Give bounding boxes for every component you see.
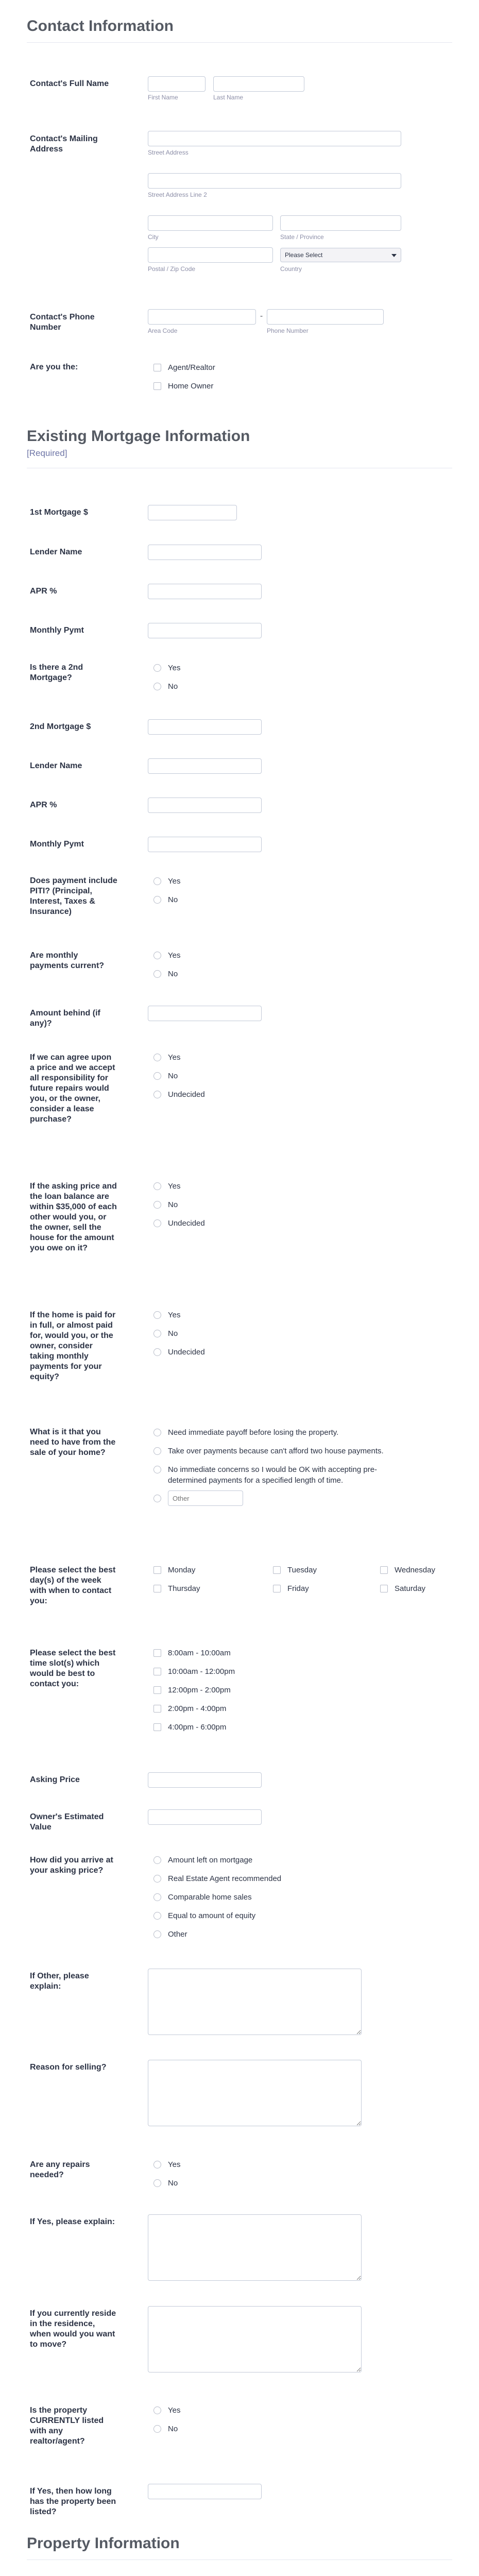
asking-price-label: Asking Price <box>30 1775 80 1784</box>
radio[interactable] <box>153 683 161 690</box>
area-code-input[interactable] <box>148 309 256 325</box>
radio[interactable] <box>153 1930 161 1938</box>
mailing-street1-input[interactable] <box>148 131 401 146</box>
mailing-city-input[interactable] <box>148 215 273 231</box>
best-times-label: Please select the best time slot(s) which would be best to contact you: <box>30 1649 116 1688</box>
repairs-needed-label: Are any repairs needed? <box>30 2160 90 2179</box>
owner-value-input[interactable] <box>148 1809 262 1825</box>
radio[interactable] <box>153 1429 161 1436</box>
section-title: Property Information <box>27 2535 180 2552</box>
move-when-label: If you currently reside in the residence, when would you want to move? <box>30 2309 116 2349</box>
first-name-input[interactable] <box>148 76 206 92</box>
first-name-sublabel: First Name <box>148 94 178 101</box>
city-sublabel: City <box>148 233 159 241</box>
mailing-street2-input[interactable] <box>148 173 401 189</box>
radio[interactable] <box>153 1495 161 1502</box>
chevron-down-icon <box>391 254 397 257</box>
piti-label: Does payment include PITI? (Principal, Interest, Taxes & Insurance) <box>30 876 117 916</box>
lender-name-2-label: Lender Name <box>30 761 82 770</box>
zip-sublabel: Postal / Zip Code <box>148 265 196 273</box>
amount-behind-label: Amount behind (if any)? <box>30 1009 100 1028</box>
checkbox[interactable] <box>153 1566 161 1574</box>
section-title: Contact Information <box>27 18 174 35</box>
radio[interactable] <box>153 1330 161 1337</box>
monthly-pymt-1-input[interactable] <box>148 623 262 638</box>
currently-listed-label: Is the property CURRENTLY listed with any realtor/agent? <box>30 2406 104 2446</box>
listed-how-long-input[interactable] <box>148 2484 262 2499</box>
checkbox[interactable] <box>273 1566 281 1574</box>
repairs-explain-textarea[interactable] <box>148 2214 362 2281</box>
checkbox[interactable] <box>153 1686 161 1694</box>
other-explain-textarea[interactable] <box>148 1969 362 2035</box>
checkbox[interactable] <box>153 1668 161 1675</box>
repairs-explain-label: If Yes, please explain: <box>30 2217 115 2226</box>
area-code-sublabel: Area Code <box>148 327 178 334</box>
radio[interactable] <box>153 1311 161 1319</box>
radio[interactable] <box>153 2425 161 2433</box>
monthly-pymt-1-label: Monthly Pymt <box>30 626 84 635</box>
state-sublabel: State / Province <box>280 233 324 241</box>
lender-name-1-input[interactable] <box>148 545 262 560</box>
radio[interactable] <box>153 1466 161 1473</box>
checkbox[interactable] <box>273 1585 281 1592</box>
amount-behind-input[interactable] <box>148 1006 262 1021</box>
last-name-input[interactable] <box>213 76 304 92</box>
arrive-price-label: How did you arrive at your asking price? <box>30 1856 113 1875</box>
are-you-label: Are you the: <box>30 363 78 371</box>
street1-sublabel: Street Address <box>148 149 189 156</box>
lender-name-2-input[interactable] <box>148 758 262 774</box>
mortgage-section-header <box>27 428 452 469</box>
mailing-country-select[interactable] <box>280 248 401 262</box>
monthly-pymt-2-label: Monthly Pymt <box>30 840 84 849</box>
radio[interactable] <box>153 2179 161 2187</box>
phone-number-sublabel: Phone Number <box>267 327 309 334</box>
checkbox[interactable] <box>153 1705 161 1713</box>
radio[interactable] <box>153 2406 161 2414</box>
radio[interactable] <box>153 1072 161 1080</box>
mailing-address-label: Contact's Mailing Address <box>30 134 98 154</box>
radio[interactable] <box>153 2161 161 2168</box>
other-explain-label: If Other, please explain: <box>30 1972 89 1991</box>
radio[interactable] <box>153 1348 161 1356</box>
radio[interactable] <box>153 952 161 959</box>
apr-2-input[interactable] <box>148 798 262 813</box>
mailing-state-input[interactable] <box>280 215 401 231</box>
first-mortgage-label: 1st Mortgage $ <box>30 508 88 517</box>
first-mortgage-input[interactable] <box>148 505 237 520</box>
checkbox[interactable] <box>153 1649 161 1657</box>
payments-current-label: Are monthly payments current? <box>30 951 105 970</box>
asking-price-input[interactable] <box>148 1772 262 1788</box>
reason-selling-label: Reason for selling? <box>30 2063 107 2072</box>
divider <box>27 42 452 43</box>
radio[interactable] <box>153 1091 161 1098</box>
is-2nd-mortgage-label: Is there a 2nd Mortgage? <box>30 663 83 682</box>
lease-purchase-label: If we can agree upon a price and we accept all responsibility for future repairs would you, or the owner, consider a lease purchase? <box>30 1053 115 1124</box>
contact-section-header <box>27 18 452 43</box>
apr-1-input[interactable] <box>148 584 262 599</box>
lender-name-1-label: Lender Name <box>30 548 82 556</box>
phone-separator: - <box>260 312 263 320</box>
radio[interactable] <box>153 664 161 672</box>
owner-value-label: Owner's Estimated Value <box>30 1812 104 1832</box>
street2-sublabel: Street Address Line 2 <box>148 191 207 198</box>
phone-number-input[interactable] <box>267 309 384 325</box>
need-from-sale-label: What is it that you need to have from the sale of your home? <box>30 1428 116 1457</box>
mailing-zip-input[interactable] <box>148 247 273 263</box>
checkbox[interactable] <box>153 1723 161 1731</box>
full-name-label: Contact's Full Name <box>30 79 109 88</box>
radio[interactable] <box>153 1219 161 1227</box>
checkbox[interactable] <box>153 1585 161 1592</box>
checkbox[interactable] <box>153 364 161 371</box>
checkbox[interactable] <box>153 382 161 390</box>
country-sublabel: Country <box>280 265 302 273</box>
phone-label: Contact's Phone Number <box>30 313 95 332</box>
last-name-sublabel: Last Name <box>213 94 244 101</box>
radio[interactable] <box>153 1054 161 1061</box>
listed-how-long-label: If Yes, then how long has the property been listed? <box>30 2487 116 2516</box>
monthly-pymt-2-input[interactable] <box>148 837 262 852</box>
best-days-label: Please select the best day(s) of the week with when to contact you: <box>30 1566 116 1605</box>
radio[interactable] <box>153 896 161 904</box>
section-subtitle: [Required] <box>27 448 67 458</box>
second-mortgage-label: 2nd Mortgage $ <box>30 722 91 731</box>
radio[interactable] <box>153 1182 161 1190</box>
radio[interactable] <box>153 1875 161 1883</box>
checkbox[interactable] <box>380 1566 388 1574</box>
apr-2-label: APR % <box>30 801 57 809</box>
move-when-textarea[interactable] <box>148 2306 362 2372</box>
form-page: Contact Information Contact's Full Name First Name Last Name Contact's Mailing Address Street Address Street Address Line 2 City State / Province Postal / Zip Code Please Select Country Contact's Phone Number - Area Code Phone Number Are you the: Agent/Realtor Home Owner Existing Mortgage Information [Required] 1st Mortgage $ Lender Name APR % Monthly Pymt Is there a 2nd Mortgage? Yes No 2nd Mortgage $ Lender Name APR % Monthly Pymt Does payment include PITI? (Principal, Interest, Taxes & Insurance) Yes No Are monthly payments current? Yes No Amount behind (if any)? If we can agree upon a price and we accept all responsibility for future repairs would you, or the owner, consider a lease purchase? Yes No Undecided If the asking price and the loan balance are within $35,000 of each other would you, or the owner, sell the house for the amount you owe on it? Yes No Undecided If the home is paid for in full, or almost paid for, would you, or the owner, consider taking monthly payments for your equity? Yes No Undecided What is it that you need to have from the sale of your home? Need immediate payoff before losing the property. Take over payments because can't afford two house payments. No immediate concerns so I would be OK with accepting pre-determined payments for a specified length of time. Other Please select the best day(s) of the week with when to contact you: Monday Tuesday Wednesday Thursday Friday Saturday Please select the best time slot(s) which would be best to contact you: 8:00am - 10:00am 10:00am - 12:00pm 12:00pm - 2:00pm 2:00pm - 4:00pm 4:00pm - 6:00pm Asking Price Owner's Estimated Value How did you arrive at your asking price? Amount left on mortgage Real Estate Agent recommended Comparable home sales Equal to amount of equity Other If Other, please explain: Reason for selling? Are any repairs needed? Yes No If Yes, please explain: If you currently reside in the residence, when would you want to move? Is the property CURRENTLY listed with any realtor/agent? Yes No If Yes, then how long has the property been listed? Property Information <box>0 0 479 2576</box>
need-other-input[interactable] <box>168 1490 243 1506</box>
section-title: Existing Mortgage Information <box>27 428 250 445</box>
second-mortgage-input[interactable] <box>148 719 262 735</box>
radio[interactable] <box>153 1893 161 1901</box>
country-select-value: Please Select <box>285 251 323 259</box>
apr-1-label: APR % <box>30 587 57 596</box>
property-section-header <box>27 2535 452 2561</box>
radio[interactable] <box>153 1912 161 1920</box>
radio[interactable] <box>153 1856 161 1864</box>
radio[interactable] <box>153 1447 161 1455</box>
radio[interactable] <box>153 970 161 978</box>
paid-for-label: If the home is paid for in full, or almost paid for, would you, or the owner, consider taking monthly payments for your equity? <box>30 1311 116 1381</box>
reason-selling-textarea[interactable] <box>148 2060 362 2126</box>
checkbox[interactable] <box>380 1585 388 1592</box>
radio[interactable] <box>153 1201 161 1209</box>
radio[interactable] <box>153 877 161 885</box>
sell-for-owed-label: If the asking price and the loan balance are within $35,000 of each other would you, or the owner, sell the house for the amount you owe on it? <box>30 1182 117 1252</box>
